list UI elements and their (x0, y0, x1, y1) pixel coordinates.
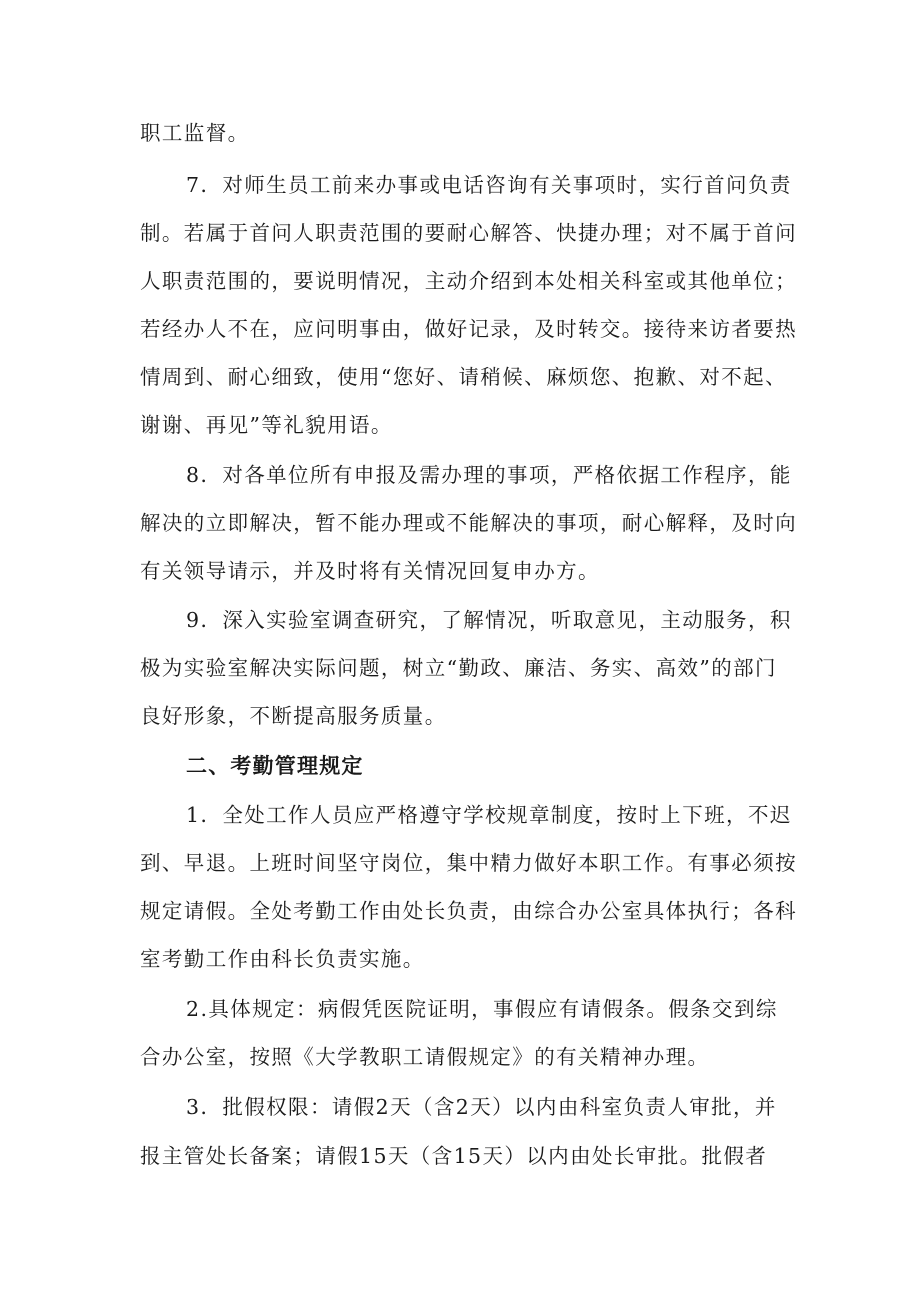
text-line: 制。若属于首问人职责范围的要耐心解答、快捷办理；对不属于首问 (140, 221, 797, 245)
text-line: 报主管处长备案；请假15天（含15天）以内由处长审批。批假者 (140, 1144, 768, 1168)
text-line: 人职责范围的，要说明情况，主动介绍到本处相关科室或其他单位； (140, 269, 797, 293)
attendance-paragraph-1-line: 1．全处工作人员应严格遵守学校规章制度，按时上下班，不迟 (186, 803, 792, 827)
text-line: 极为实验室解决实际问题，树立“勤政、廉洁、务实、高效”的部门 (140, 656, 777, 680)
paragraph-8-line: 8．对各单位所有申报及需办理的事项，严格依据工作程序，能 (186, 463, 792, 487)
attendance-paragraph-3-line: 3．批假权限：请假2天（含2天）以内由科室负责人审批，并 (186, 1095, 777, 1119)
text-line: 室考勤工作由科长负责实施。 (140, 947, 425, 971)
text-line: 谢谢、再见”等礼貌用语。 (140, 413, 393, 437)
text-line: 到、早退。上班时间坚守岗位，集中精力做好本职工作。有事必须按 (140, 851, 797, 875)
text-line: 合办公室，按照《大学教职工请假规定》的有关精神办理。 (140, 1045, 710, 1069)
text-line: 解决的立即解决，暂不能办理或不能解决的事项，耐心解释，及时向 (140, 511, 797, 535)
section-heading: 二、考勤管理规定 (186, 754, 364, 778)
text-line: 规定请假。全处考勤工作由处长负责，由综合办公室具体执行；各科 (140, 899, 797, 923)
text-line: 良好形象，不断提高服务质量。 (140, 704, 447, 728)
text-line: 职工监督。 (140, 121, 250, 145)
text-line: 有关领导请示，并及时将有关情况回复申办方。 (140, 559, 600, 583)
text-line: 若经办人不在，应问明事由，做好记录，及时转交。接待来访者要热 (140, 317, 797, 341)
text-line: 情周到、耐心细致，使用“您好、请稍候、麻烦您、抱歉、对不起、 (140, 365, 787, 389)
attendance-paragraph-2-line: 2.具体规定：病假凭医院证明，事假应有请假条。假条交到综 (186, 997, 778, 1021)
paragraph-9-line: 9．深入实验室调查研究，了解情况，听取意见，主动服务，积 (186, 608, 792, 632)
paragraph-7-line: 7．对师生员工前来办事或电话咨询有关事项时，实行首问负责 (186, 173, 792, 197)
